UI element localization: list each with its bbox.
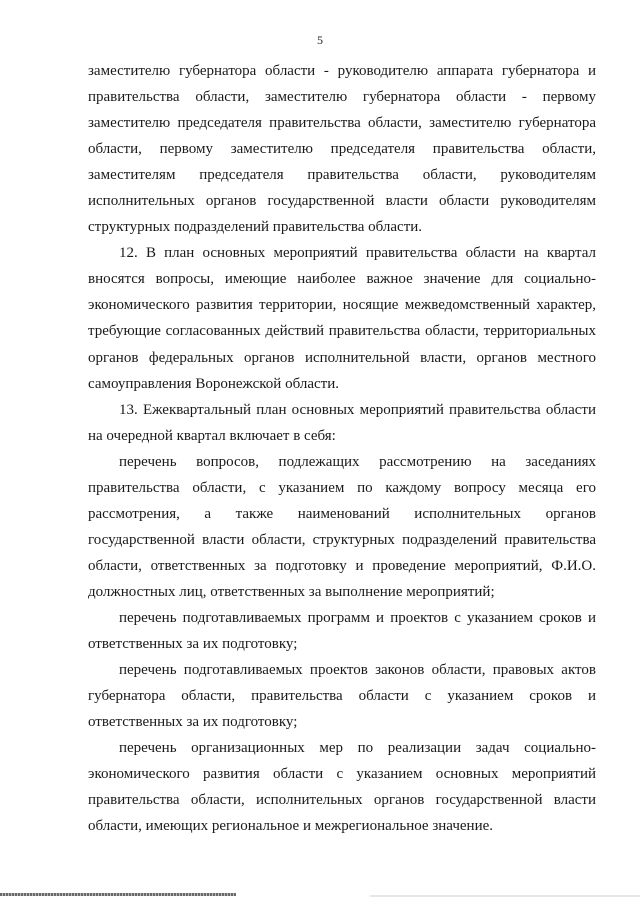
page-number: 5 [317, 33, 323, 47]
paragraph-list-item: перечень организационных мер по реализации задач социально-экономического развития области с указанием основных мероприятий правительства области, исполнительных органов государственной власти области, имеющих региональное и межрегиональное значение. [88, 740, 596, 835]
document-body [88, 58, 596, 839]
paragraph-list-item: перечень подготавливаемых проектов законов области, правовых актов губернатора области, правительства области с указанием сроков и ответственных за их подготовку; [88, 662, 596, 731]
paragraph-item-13: 13. Ежеквартальный план основных мероприятий правительства области на очередной квартал включает в себя: [88, 401, 596, 444]
paragraph-list-item: перечень вопросов, подлежащих рассмотрению на заседаниях правительства области, с указанием по каждому вопросу месяца его рассмотрения, а также наименований исполнительных органов государственной власти области, структурных подразделений правительства области, ответственных за подготовку и проведение мероприятий, Ф.И.О. должностных лиц, ответственных за выполнение мероприятий; [88, 453, 596, 600]
paragraph-item-12: 12. В план основных мероприятий правительства области на квартал вносятся вопросы, имеющие наиболее важное значение для социально-экономического развития территории, носящие межведомственный характер, требующие согласованных действий правительства области, территориальных органов федеральных органов исполнительной власти, органов местного самоуправления Воронежской области. [88, 245, 596, 392]
scan-edge-line [0, 893, 236, 896]
paragraph-continuation: заместителю губернатора области - руководителю аппарата губернатора и правительства области, заместителю губернатора области - первому заместителю председателя правительства области, заместителю губернатора области, первому заместителю председателя правительства области, заместителям председателя правительства области, руководителям исполнительных органов государственной власти области руководителям структурных подразделений правительства области. [88, 63, 596, 236]
scan-edge-line [370, 895, 640, 897]
paragraph-list-item: перечень подготавливаемых программ и проектов с указанием сроков и ответственных за их подготовку; [88, 609, 596, 653]
